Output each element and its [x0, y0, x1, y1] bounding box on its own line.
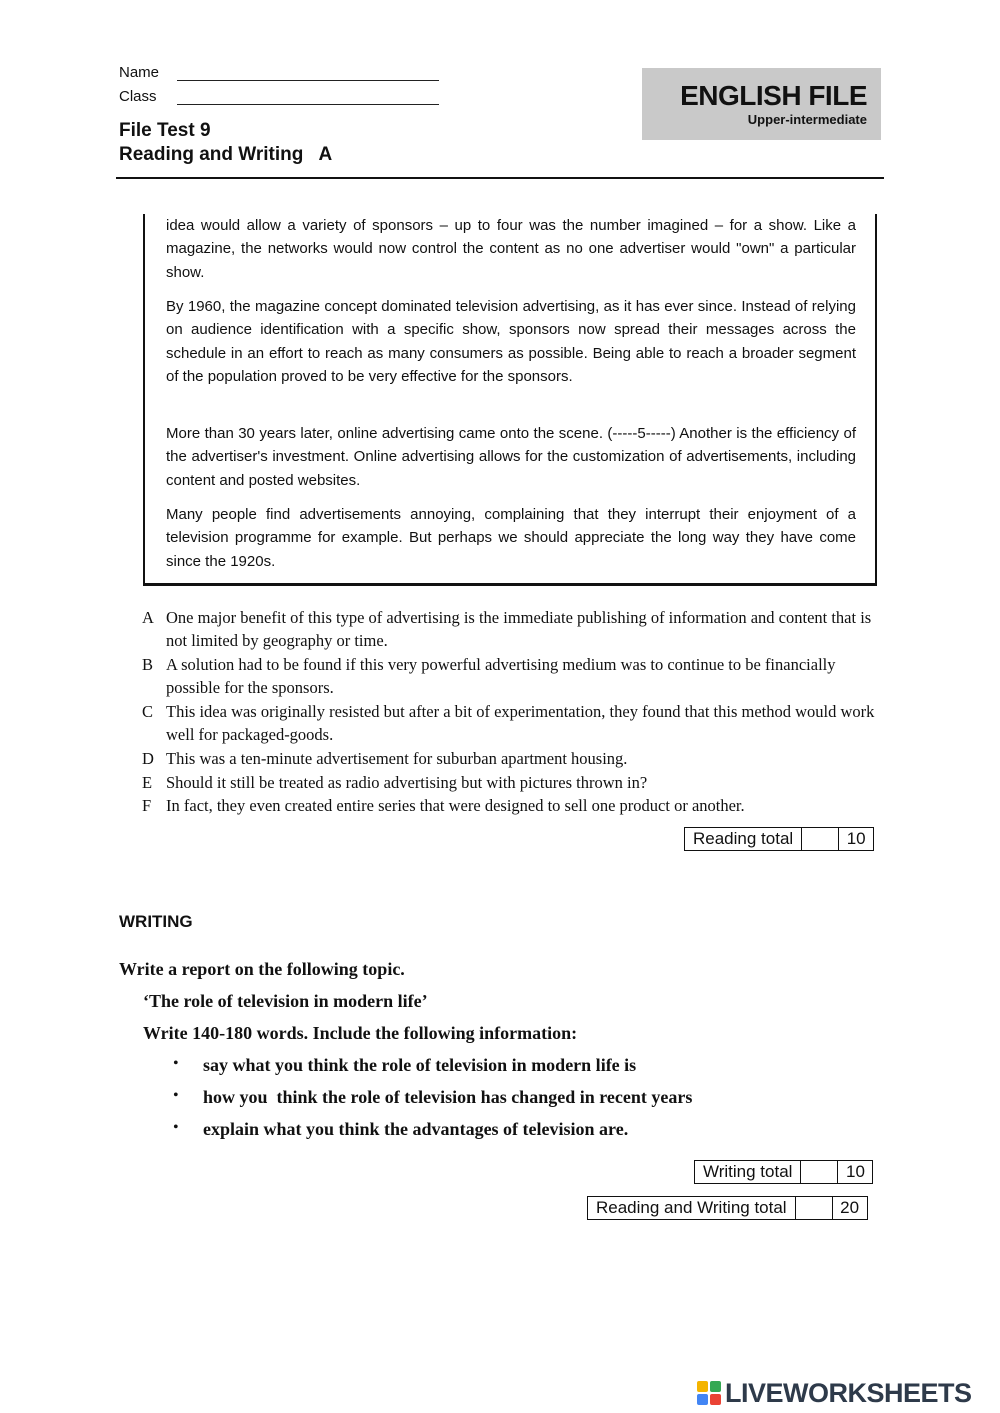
- liveworksheets-logo-icon: [697, 1381, 721, 1405]
- option-text: In fact, they even created entire series that were designed to sell one product or another.: [166, 796, 745, 815]
- writing-bullet-1: say what you think the role of television in modern life is: [203, 1055, 637, 1075]
- option-e: [142, 771, 882, 794]
- reading-paragraph-3: More than 30 years later, online advertising came onto the scene. (-----5-----) Another is the efficiency of the advertiser's investment. Online advertising allows for the customization of advertisements, including content and posted websites.: [166, 425, 856, 489]
- class-field: [119, 88, 439, 105]
- test-subtitle: Reading and Writing A: [119, 144, 333, 165]
- grand-total-score-input[interactable]: [796, 1197, 833, 1219]
- logo-square: [697, 1381, 708, 1392]
- reading-total-box: [684, 827, 874, 851]
- brand-name: ENGLISH FILE: [680, 80, 867, 111]
- option-c: [142, 700, 882, 747]
- name-input-line[interactable]: [177, 66, 439, 81]
- option-text: This was a ten-minute advertisement for suburban apartment housing.: [166, 749, 628, 768]
- reading-paragraph-2: By 1960, the magazine concept dominated television advertising, as it has ever since. Instead of relying on audience identification with a specific show, sponsors now spread their messages across the schedule in an effort to reach as many consumers as possible. Being able to reach a broader segment of the population proved to be very effective for the sponsors.: [166, 298, 856, 386]
- writing-score-input[interactable]: [801, 1161, 838, 1183]
- option-text: This idea was originally resisted but after a bit of experimentation, they found that this method would work well for packaged-goods.: [166, 702, 875, 745]
- option-letter: E: [142, 773, 153, 792]
- bullet-icon: •: [173, 1055, 179, 1072]
- class-label: Class: [119, 88, 157, 105]
- option-letter: C: [142, 702, 154, 721]
- logo-square: [710, 1394, 721, 1405]
- reading-score-input[interactable]: [802, 828, 839, 850]
- option-text: Should it still be treated as radio advertising but with pictures thrown in?: [166, 773, 648, 792]
- brand-logo: [642, 68, 881, 140]
- liveworksheets-logo: [697, 1378, 972, 1408]
- writing-total-box: [694, 1160, 873, 1184]
- reading-total-max: 10: [846, 829, 866, 848]
- option-text: One major benefit of this type of advertising is the immediate publishing of information and content that is not limited by geography or time.: [166, 608, 872, 651]
- name-label: Name: [119, 64, 160, 81]
- option-letter: F: [142, 796, 152, 815]
- writing-total-label: Writing total: [695, 1161, 801, 1183]
- logo-square: [697, 1394, 708, 1405]
- reading-total-label: Reading total: [685, 828, 802, 850]
- class-input-line[interactable]: [177, 90, 439, 105]
- writing-total-max: 10: [845, 1162, 865, 1181]
- logo-square: [710, 1381, 721, 1392]
- brand-level: Upper-intermediate: [747, 112, 867, 127]
- grand-total-box: [587, 1196, 868, 1220]
- reading-paragraph-4: Many people find advertisements annoying, complaining that they interrupt their enjoyment of a television programme for example. But perhaps we should appreciate the long way they have come since the 1920s.: [166, 506, 856, 570]
- writing-word-limit: Write 140-180 words. Include the following information:: [143, 1023, 578, 1043]
- option-b: [142, 653, 882, 700]
- writing-bullet-3: explain what you think the advantages of television are.: [203, 1119, 629, 1139]
- reading-paragraph-1: idea would allow a variety of sponsors – up to four was the number imagined – for a show. Like a magazine, the networks would now control the content as no one advertiser would "own" a particular show.: [166, 217, 856, 281]
- header-divider: [116, 177, 884, 179]
- grand-total-label: Reading and Writing total: [588, 1197, 796, 1219]
- grand-total-max: 20: [840, 1198, 860, 1217]
- option-f: [142, 794, 882, 817]
- test-title: File Test 9: [119, 120, 211, 141]
- option-a: [142, 606, 882, 653]
- option-d: [142, 747, 882, 770]
- writing-bullet-2: how you think the role of television has changed in recent years: [203, 1087, 693, 1107]
- name-field: [119, 64, 439, 81]
- bullet-icon: •: [173, 1119, 179, 1136]
- writing-instruction: Write a report on the following topic.: [119, 959, 405, 979]
- option-text: A solution had to be found if this very powerful advertising medium was to continue to be financially possible for the sponsors.: [166, 655, 836, 698]
- liveworksheets-logo-text: LIVEWORKSHEETS: [725, 1377, 972, 1408]
- option-letter: B: [142, 655, 154, 674]
- option-letter: D: [142, 749, 154, 768]
- bullet-icon: •: [173, 1087, 179, 1104]
- option-letter: A: [142, 608, 154, 627]
- writing-topic: ‘The role of television in modern life’: [143, 991, 428, 1011]
- writing-heading: WRITING: [119, 912, 193, 931]
